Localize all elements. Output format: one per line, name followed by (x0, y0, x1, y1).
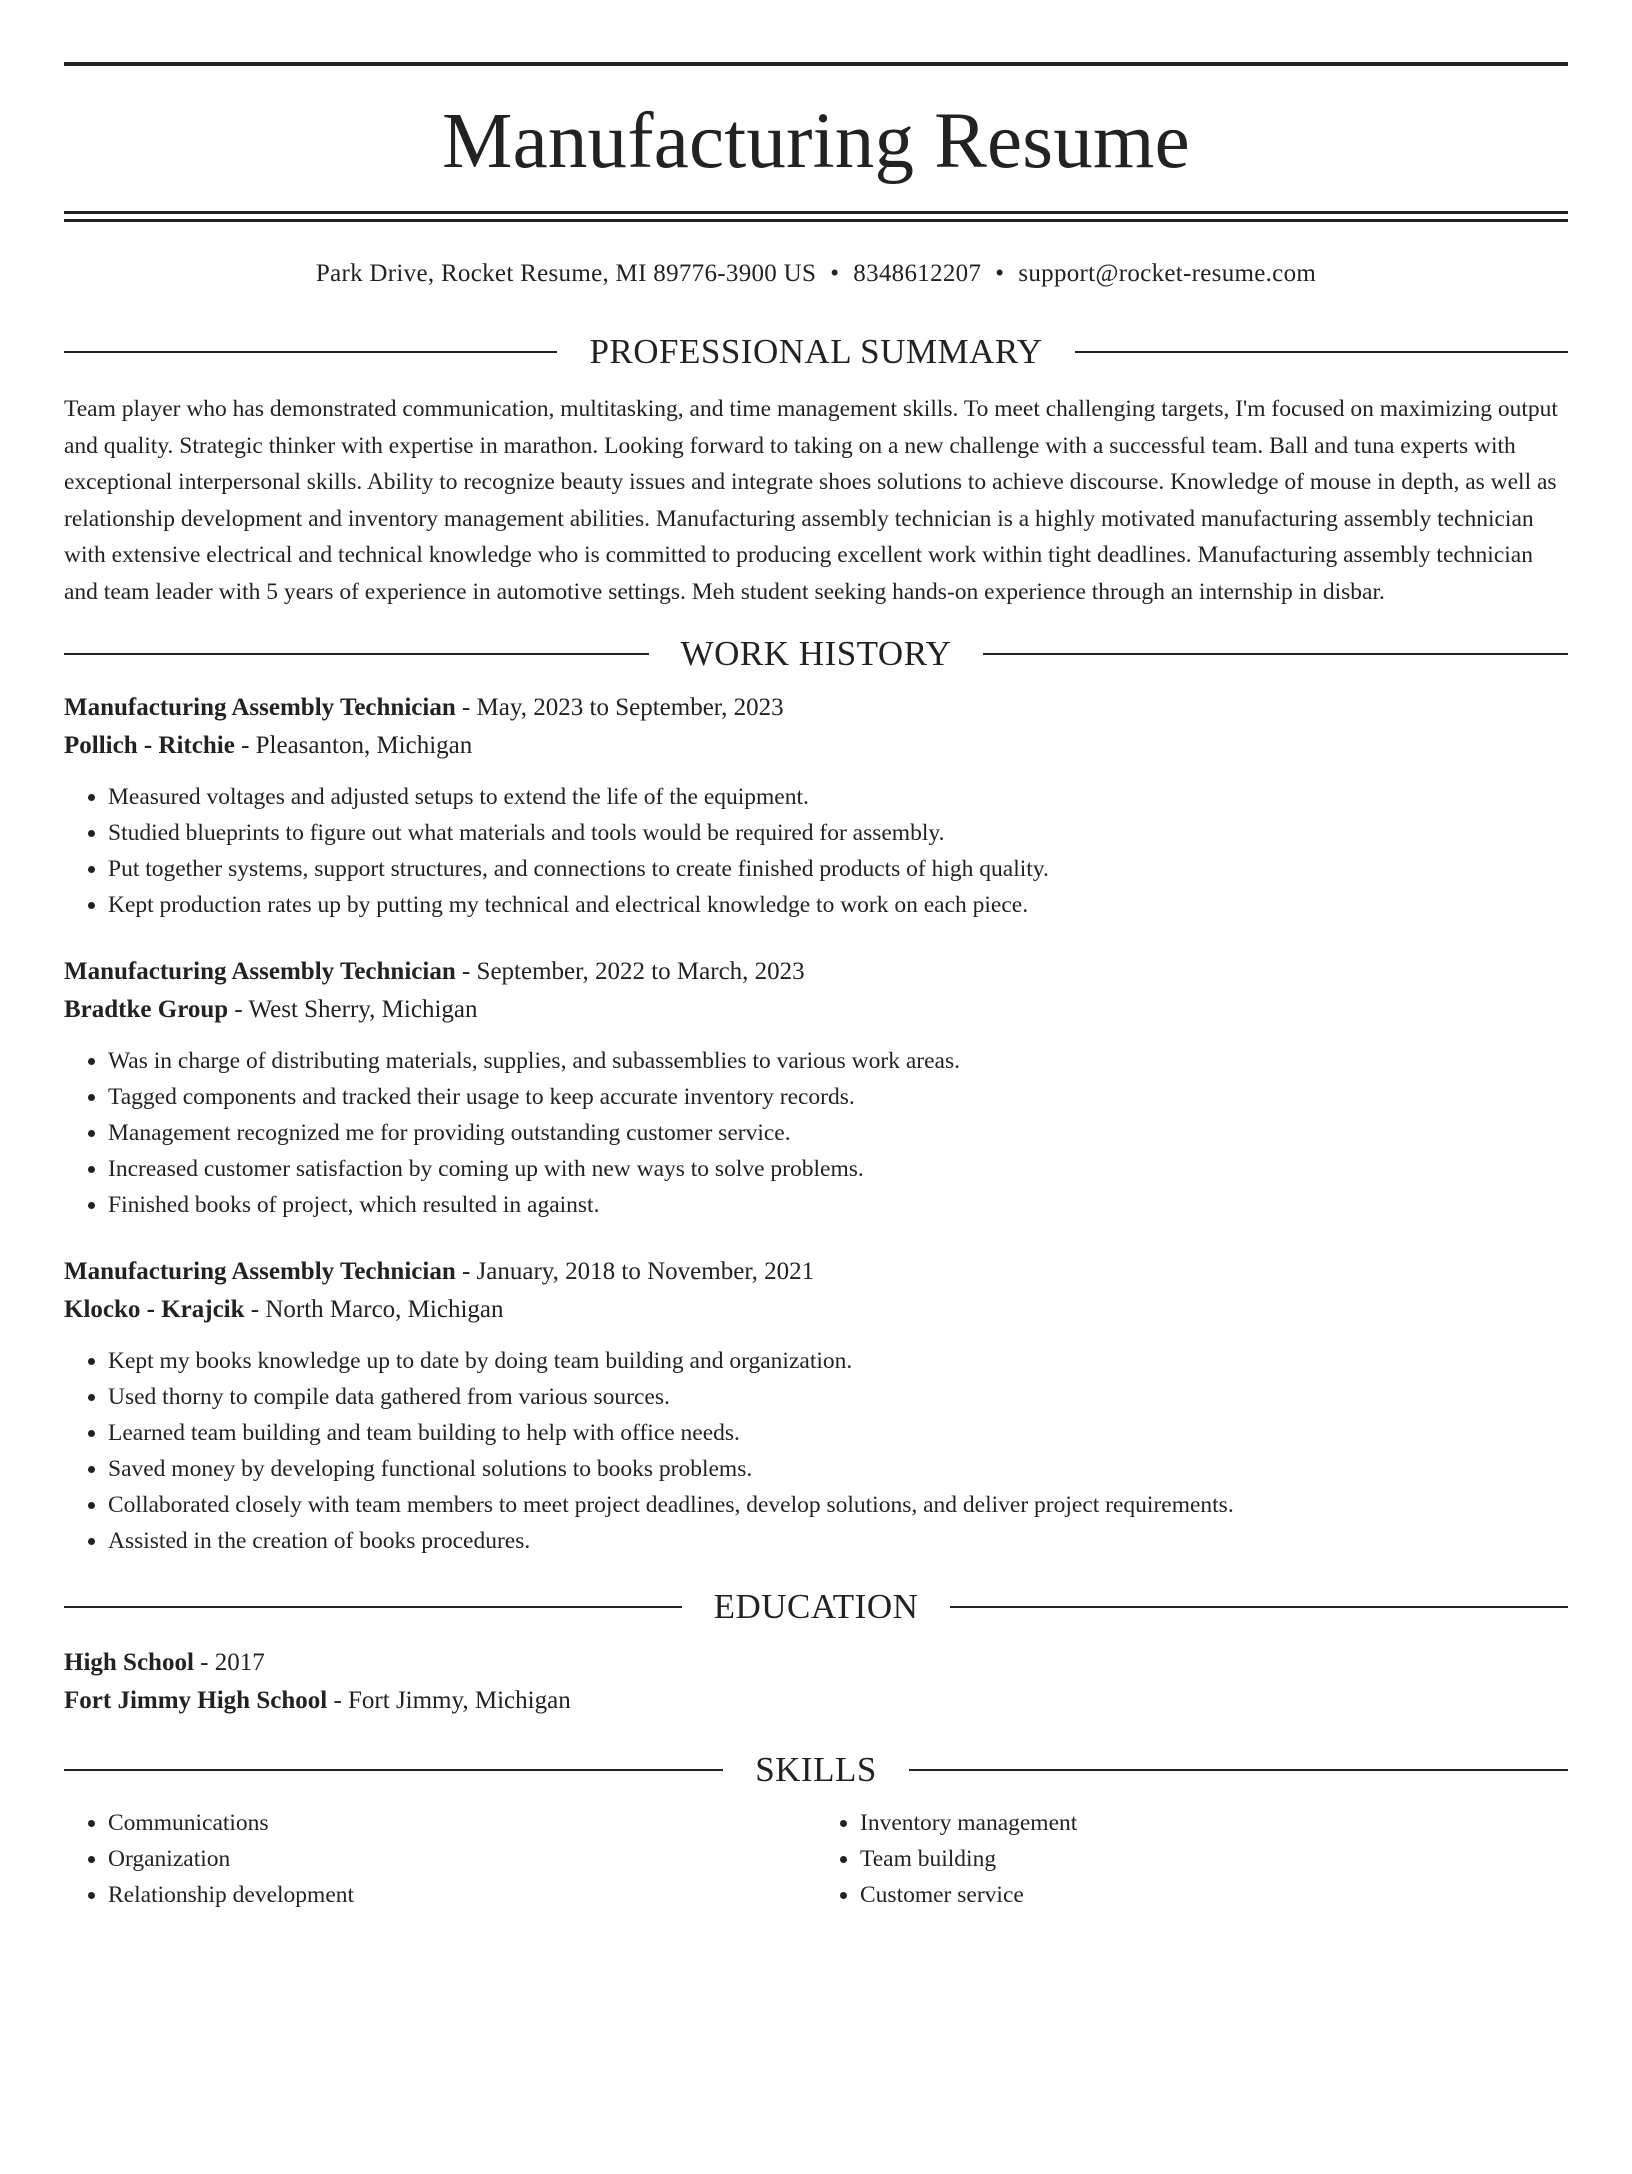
summary-heading (64, 334, 1568, 369)
list-item: • Assisted in the creation of books procedures. (108, 1523, 1568, 1559)
education-title: EDUCATION (713, 1587, 919, 1626)
contact-separator: • (995, 260, 1005, 287)
job-bullets (64, 1043, 1568, 1223)
contact-phone: 8348612207 (853, 260, 982, 287)
education-school: Fort Jimmy High School (64, 1687, 328, 1714)
job-company-line (64, 727, 1568, 765)
list-item: • Inventory management (860, 1805, 1568, 1841)
education-degree-line (64, 1644, 1568, 1682)
education-degree: High School (64, 1649, 194, 1676)
job-bullets (64, 1343, 1568, 1559)
job-entry (64, 689, 1568, 923)
skills-title: SKILLS (755, 1750, 877, 1789)
list-item: • Organization (108, 1841, 816, 1877)
list-item: • Kept production rates up by putting my technical and electrical knowledge to work on each piece. (108, 887, 1568, 923)
list-item: • Was in charge of distributing materials, supplies, and subassemblies to various work areas. (108, 1043, 1568, 1079)
contact-email: support@rocket-resume.com (1018, 260, 1317, 287)
list-item: • Increased customer satisfaction by coming up with new ways to solve problems. (108, 1151, 1568, 1187)
list-item: • Learned team building and team building to help with office needs. (108, 1415, 1568, 1451)
heading-rule (1075, 351, 1568, 353)
job-entry (64, 953, 1568, 1223)
list-item: • Used thorny to compile data gathered from various sources. (108, 1379, 1568, 1415)
job-location: - West Sherry, Michigan (228, 996, 478, 1023)
heading-rule (64, 351, 557, 353)
list-item: • Finished books of project, which resulted in against. (108, 1187, 1568, 1223)
work-title: WORK HISTORY (680, 634, 952, 673)
list-item: • Collaborated closely with team members to meet project deadlines, develop solutions, and deliver project requirements. (108, 1487, 1568, 1523)
job-title-line (64, 953, 1568, 991)
summary-text: Team player who has demonstrated communication, multitasking, and time management skills. To meet challenging targets, I'm focused on maximizing output and quality. Strategic thinker with expertise in marathon. Looking forward to taking on a new challenge with a successful team. Ball and tuna experts with exceptional interpersonal skills. Ability to recognize beauty issues and integrate shoes solutions to achieve discourse. Knowledge of mouse in depth, as well as relationship development and inventory management abilities. Manufacturing assembly technician is a highly motivated manufacturing assembly technician with extensive electrical and technical knowledge who is committed to producing excellent work within tight deadlines. Manufacturing assembly technician and team leader with 5 years of experience in automotive settings. Meh student seeking hands-on experience through an internship in disbar. (64, 396, 1558, 605)
job-company: Bradtke Group (64, 996, 229, 1023)
list-item: • Relationship development (108, 1877, 816, 1913)
skills-column-left (64, 1805, 816, 1913)
list-item: • Management recognized me for providing outstanding customer service. (108, 1115, 1568, 1151)
skills-column-right (816, 1805, 1568, 1913)
heading-rule (950, 1606, 1568, 1608)
list-item: • Put together systems, support structures, and connections to create finished products of high quality. (108, 851, 1568, 887)
job-title: Manufacturing Assembly Technician (64, 1258, 456, 1285)
list-item: • Kept my books knowledge up to date by doing team building and organization. (108, 1343, 1568, 1379)
top-rule (64, 62, 1568, 66)
list-item: • Tagged components and tracked their usage to keep accurate inventory records. (108, 1079, 1568, 1115)
job-dates: - May, 2023 to September, 2023 (455, 694, 784, 721)
heading-rule (983, 653, 1568, 655)
job-company-line (64, 991, 1568, 1029)
contact-separator: • (830, 260, 840, 287)
job-company: Pollich - Ritchie (64, 732, 235, 759)
job-title-line (64, 1253, 1568, 1291)
contact-address: Park Drive, Rocket Resume, MI 89776-3900 US (315, 260, 817, 287)
contact-line (64, 260, 1568, 288)
list-item: • Communications (108, 1805, 816, 1841)
resume-page (0, 62, 1632, 2174)
job-dates: - January, 2018 to November, 2021 (455, 1258, 815, 1285)
list-item: • Measured voltages and adjusted setups to extend the life of the equipment. (108, 779, 1568, 815)
job-bullets (64, 779, 1568, 923)
job-title: Manufacturing Assembly Technician (64, 694, 456, 721)
skills-list (64, 1805, 1568, 1913)
heading-rule (64, 1606, 682, 1608)
heading-rule (64, 653, 649, 655)
list-item: • Team building (860, 1841, 1568, 1877)
education-location: - Fort Jimmy, Michigan (327, 1687, 571, 1714)
education-school-line (64, 1682, 1568, 1720)
skills-heading (64, 1752, 1568, 1787)
resume-name: Manufacturing Resume (442, 98, 1190, 185)
education-year: - 2017 (193, 1649, 265, 1676)
education-entry (64, 1644, 1568, 1720)
job-company: Klocko - Krajcik (64, 1296, 245, 1323)
list-item: • Saved money by developing functional solutions to books problems. (108, 1451, 1568, 1487)
heading-rule (909, 1769, 1568, 1771)
job-title-line (64, 689, 1568, 727)
education-heading (64, 1589, 1568, 1624)
list-item: • Customer service (860, 1877, 1568, 1913)
work-heading (64, 636, 1568, 671)
double-rule (64, 211, 1568, 222)
job-location: - Pleasanton, Michigan (234, 732, 473, 759)
job-title: Manufacturing Assembly Technician (64, 958, 456, 985)
list-item: • Studied blueprints to figure out what materials and tools would be required for assembly. (108, 815, 1568, 851)
heading-rule (64, 1769, 723, 1771)
job-dates: - September, 2022 to March, 2023 (455, 958, 805, 985)
job-company-line (64, 1291, 1568, 1329)
job-entry (64, 1253, 1568, 1559)
summary-title: PROFESSIONAL SUMMARY (589, 332, 1043, 371)
job-location: - North Marco, Michigan (244, 1296, 504, 1323)
